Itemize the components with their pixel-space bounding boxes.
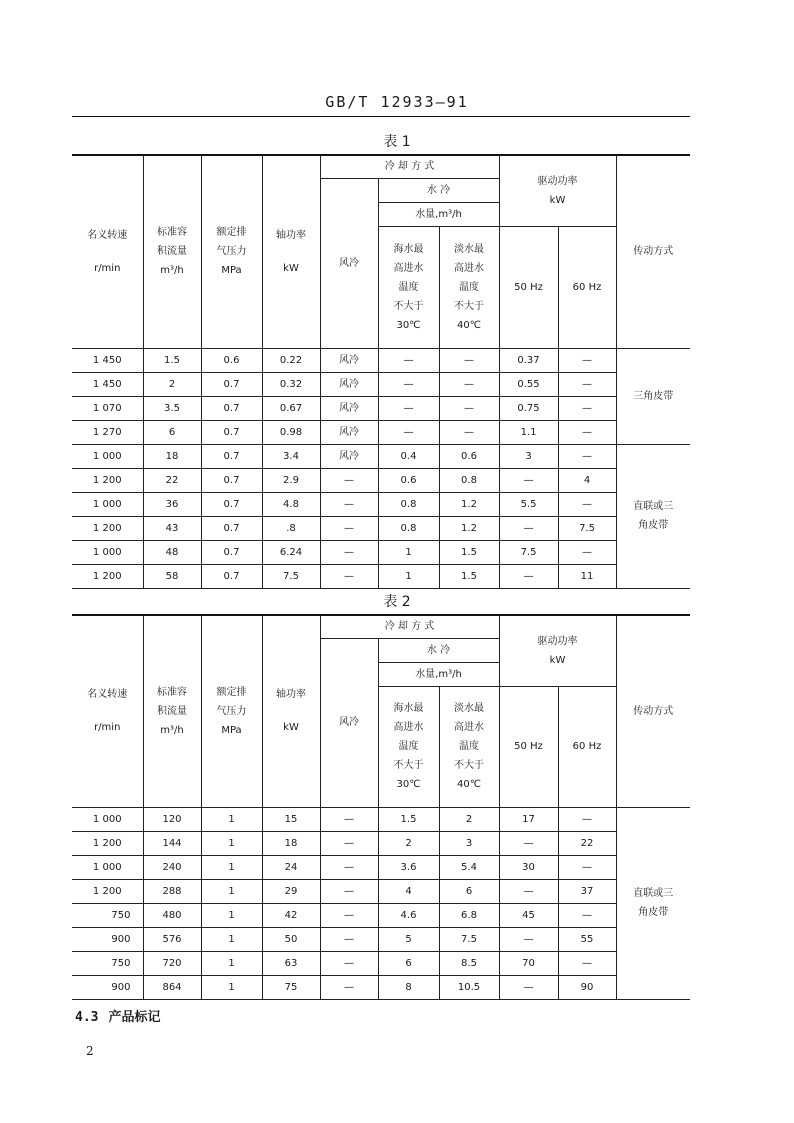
section-heading — [75, 1006, 161, 1025]
table-row: 1 450 2 0.7 0.32 风冷 — — 0.55 — — [72, 372, 690, 396]
table-row: 1 200 144 1 18 — 2 3 — 22 — [72, 831, 690, 855]
col-shaft-header: 轴功率 kW — [262, 155, 320, 348]
col-flow-header: 标准容 积流量 m³/h — [143, 155, 201, 348]
table-row: 1 000 240 1 24 — 3.6 5.4 30 — — [72, 855, 690, 879]
freshwater-header: 淡水最 高进水 温度 不大于 40℃ — [439, 686, 499, 807]
air-cooling-header: 风冷 — [320, 638, 378, 807]
table1-caption: 表 1 — [383, 134, 411, 150]
transmission-cell: 三角皮带 — [616, 348, 690, 444]
col-shaft-header: 轴功率 kW — [262, 615, 320, 807]
col-transmission-header: 传动方式 — [616, 155, 690, 348]
table-row: 900 864 1 75 — 8 10.5 — 90 — [72, 975, 690, 999]
table-row: 900 576 1 50 — 5 7.5 — 55 — [72, 927, 690, 951]
hz60-header: 60 Hz — [558, 686, 616, 807]
table-row: 1 000 18 0.7 3.4 风冷 0.4 0.6 3 — 直联或三 角皮带 — [72, 444, 690, 468]
table-row: 1 200 58 0.7 7.5 — 1 1.5 — 11 — [72, 564, 690, 588]
water-cooling-header: 水 冷 — [378, 178, 499, 202]
water-quantity-header: 水量,m³/h — [378, 202, 499, 226]
table-row: 1 200 22 0.7 2.9 — 0.6 0.8 — 4 — [72, 468, 690, 492]
drive-power-header: 驱动功率 kW — [499, 155, 616, 226]
section-number: 4.3 — [75, 1010, 99, 1025]
table-row: 1 000 36 0.7 4.8 — 0.8 1.2 5.5 — — [72, 492, 690, 516]
table-row: 1 200 288 1 29 — 4 6 — 37 — [72, 879, 690, 903]
table1 — [72, 154, 690, 589]
table-row: 750 480 1 42 — 4.6 6.8 45 — — [72, 903, 690, 927]
water-quantity-header: 水量,m³/h — [378, 662, 499, 686]
table2 — [72, 614, 690, 1000]
cooling-header: 冷 却 方 式 — [320, 615, 499, 638]
cooling-header: 冷 却 方 式 — [320, 155, 499, 178]
hz50-header: 50 Hz — [499, 226, 558, 348]
table-row: 750 720 1 63 — 6 8.5 70 — — [72, 951, 690, 975]
header-rule — [72, 116, 690, 117]
standard-number: GB/T 12933—91 — [325, 93, 469, 111]
table-row: 1 270 6 0.7 0.98 风冷 — — 1.1 — — [72, 420, 690, 444]
col-pressure-header: 额定排 气压力 MPa — [201, 615, 262, 807]
table-row: 1 000 120 1 15 — 1.5 2 17 — 直联或三 角皮带 — [72, 807, 690, 831]
water-cooling-header: 水 冷 — [378, 638, 499, 662]
table-row: 1 000 48 0.7 6.24 — 1 1.5 7.5 — — [72, 540, 690, 564]
hz60-header: 60 Hz — [558, 226, 616, 348]
table2-caption: 表 2 — [383, 594, 411, 610]
col-speed-header: 名义转速 r/min — [72, 615, 143, 807]
air-cooling-header: 风冷 — [320, 178, 378, 348]
col-speed-header: 名义转速 r/min — [72, 155, 143, 348]
section-title: 产品标记 — [108, 1010, 161, 1025]
col-flow-header: 标准容 积流量 m³/h — [143, 615, 201, 807]
table-row: 1 070 3.5 0.7 0.67 风冷 — — 0.75 — — [72, 396, 690, 420]
transmission-cell: 直联或三 角皮带 — [616, 444, 690, 588]
drive-power-header: 驱动功率 kW — [499, 615, 616, 686]
page-number: 2 — [86, 1044, 94, 1058]
table-row: 1 450 1.5 0.6 0.22 风冷 — — 0.37 — 三角皮带 — [72, 348, 690, 372]
hz50-header: 50 Hz — [499, 686, 558, 807]
transmission-cell: 直联或三 角皮带 — [616, 807, 690, 999]
col-pressure-header: 额定排 气压力 MPa — [201, 155, 262, 348]
freshwater-header: 淡水最 高进水 温度 不大于 40℃ — [439, 226, 499, 348]
seawater-header: 海水最 高进水 温度 不大于 30℃ — [378, 226, 439, 348]
table-row: 1 200 43 0.7 .8 — 0.8 1.2 — 7.5 — [72, 516, 690, 540]
col-transmission-header: 传动方式 — [616, 615, 690, 807]
seawater-header: 海水最 高进水 温度 不大于 30℃ — [378, 686, 439, 807]
